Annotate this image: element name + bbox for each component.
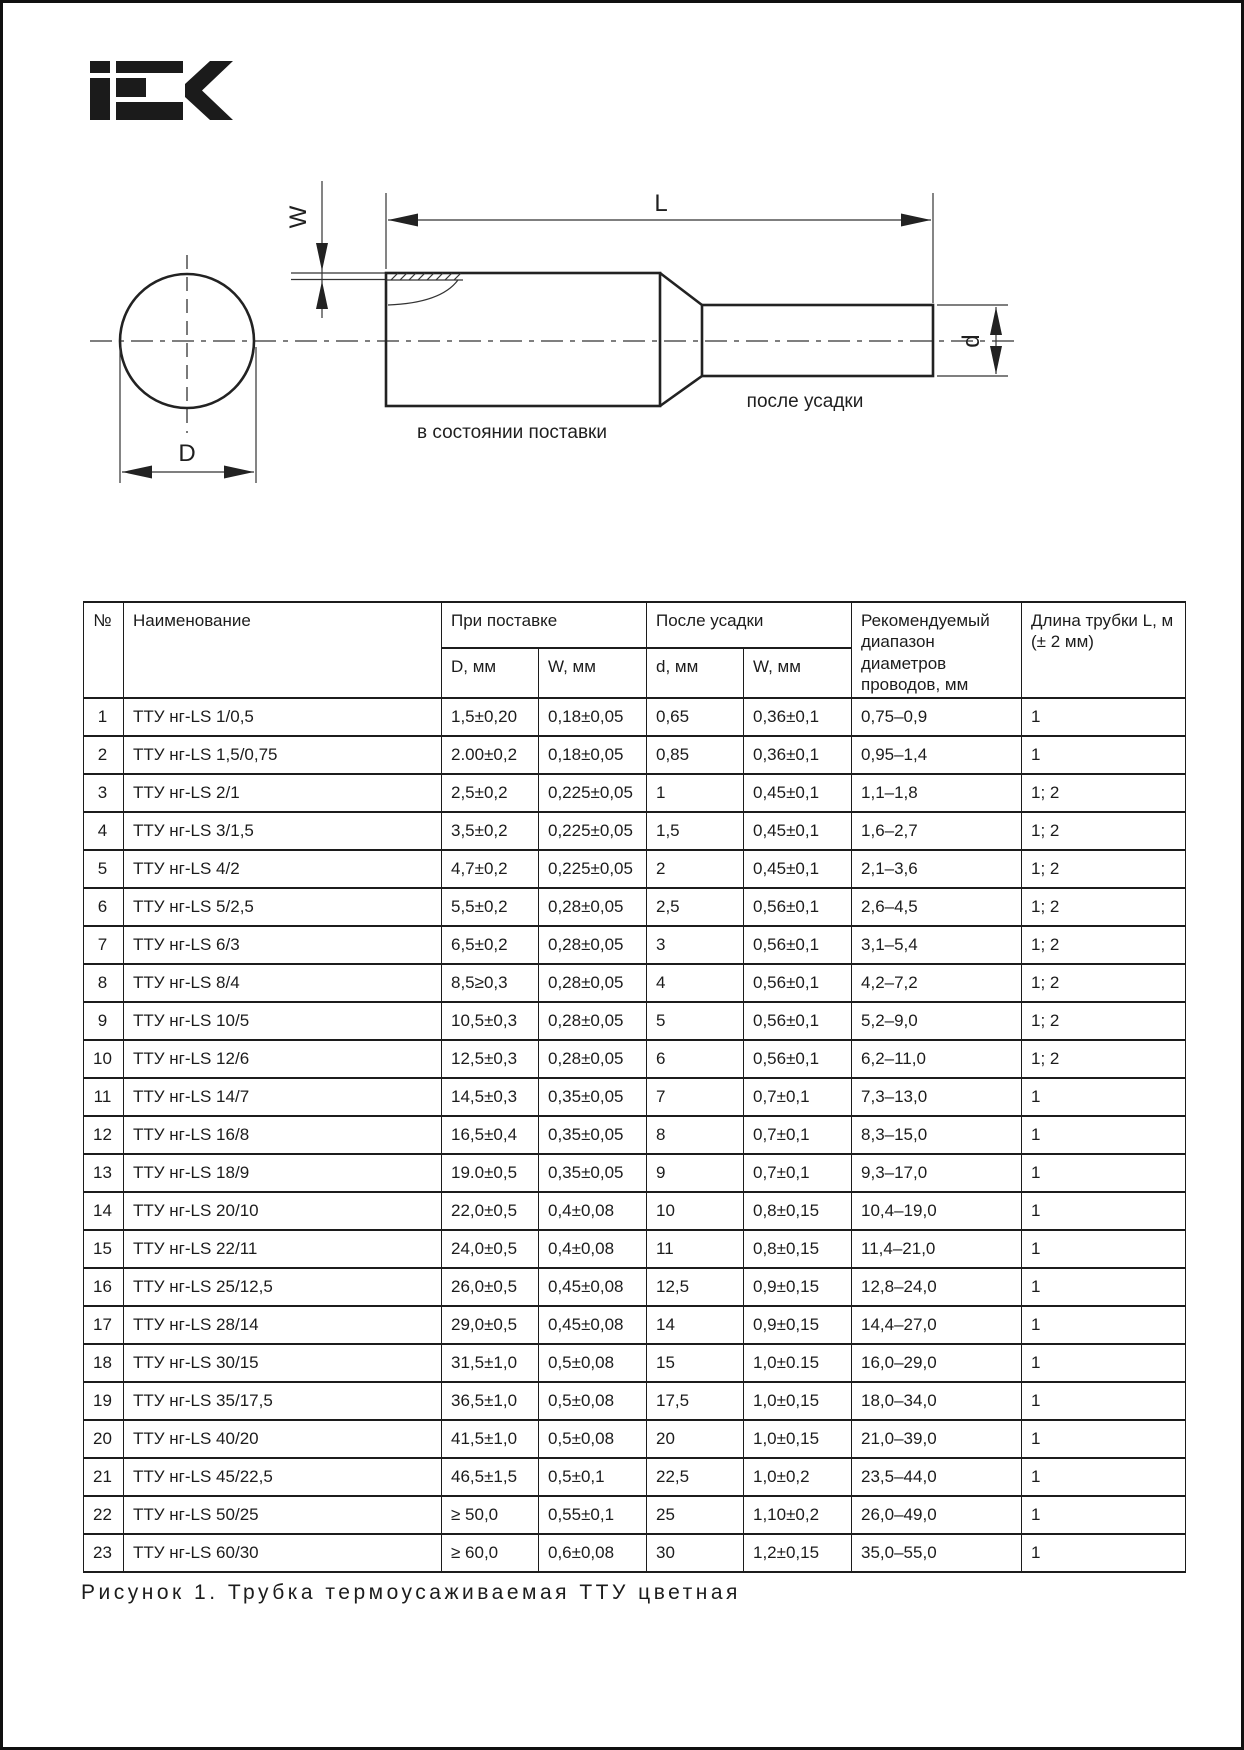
cell-W-supply: 0,5±0,08 (539, 1344, 647, 1382)
cell-length: 1 (1022, 1078, 1186, 1116)
cell-wire-range: 5,2–9,0 (852, 1002, 1022, 1040)
cell-W-shrunk: 0,56±0,1 (744, 964, 852, 1002)
spec-table (83, 601, 1186, 1573)
table-row (84, 1382, 1186, 1420)
table-row (84, 1230, 1186, 1268)
cell-D-supply: 24,0±0,5 (442, 1230, 539, 1268)
cell-W-supply: 0,28±0,05 (539, 1040, 647, 1078)
table-header (84, 602, 1186, 698)
cell-W-supply: 0,4±0,08 (539, 1192, 647, 1230)
cell-d-shrunk: 25 (647, 1496, 744, 1534)
cell-W-supply: 0,45±0,08 (539, 1306, 647, 1344)
cell-name: ТТУ нг-LS 18/9 (124, 1154, 442, 1192)
cell-wire-range: 14,4–27,0 (852, 1306, 1022, 1344)
cell-num: 15 (84, 1230, 124, 1268)
cell-length: 1 (1022, 1496, 1186, 1534)
d-arrow-left (122, 466, 152, 479)
cell-num: 23 (84, 1534, 124, 1572)
cell-num: 7 (84, 926, 124, 964)
cell-name: ТТУ нг-LS 60/30 (124, 1534, 442, 1572)
cell-wire-range: 18,0–34,0 (852, 1382, 1022, 1420)
cell-W-supply: 0,35±0,05 (539, 1154, 647, 1192)
cell-W-shrunk: 0,36±0,1 (744, 736, 852, 774)
cell-length: 1 (1022, 698, 1186, 736)
cell-d-shrunk: 0,85 (647, 736, 744, 774)
cell-num: 8 (84, 964, 124, 1002)
state-supply-label: в состоянии поставки (417, 422, 607, 443)
w-arrow-up (316, 281, 328, 309)
cell-d-shrunk: 2 (647, 850, 744, 888)
cell-length: 1; 2 (1022, 774, 1186, 812)
cell-D-supply: 16,5±0,4 (442, 1116, 539, 1154)
table-row (84, 1116, 1186, 1154)
cell-num: 14 (84, 1192, 124, 1230)
cell-W-shrunk: 1,2±0,15 (744, 1534, 852, 1572)
table-row (84, 1154, 1186, 1192)
cell-W-supply: 0,45±0,08 (539, 1268, 647, 1306)
cell-W-supply: 0,28±0,05 (539, 964, 647, 1002)
cell-d-shrunk: 8 (647, 1116, 744, 1154)
table-row (84, 1344, 1186, 1382)
cell-name: ТТУ нг-LS 20/10 (124, 1192, 442, 1230)
cell-W-shrunk: 0,45±0,1 (744, 774, 852, 812)
cell-d-shrunk: 17,5 (647, 1382, 744, 1420)
cell-D-supply: 10,5±0,3 (442, 1002, 539, 1040)
cell-num: 22 (84, 1496, 124, 1534)
cell-name: ТТУ нг-LS 5/2,5 (124, 888, 442, 926)
cell-D-supply: 2,5±0,2 (442, 774, 539, 812)
cell-num: 18 (84, 1344, 124, 1382)
header-W2-mm: W, мм (744, 648, 852, 698)
cell-length: 1; 2 (1022, 812, 1186, 850)
cell-name: ТТУ нг-LS 50/25 (124, 1496, 442, 1534)
cell-D-supply: 2.00±0,2 (442, 736, 539, 774)
table-row (84, 1078, 1186, 1116)
cell-D-supply: 6,5±0,2 (442, 926, 539, 964)
cell-length: 1; 2 (1022, 850, 1186, 888)
cell-name: ТТУ нг-LS 10/5 (124, 1002, 442, 1040)
cell-d-shrunk: 1,5 (647, 812, 744, 850)
cell-d-shrunk: 5 (647, 1002, 744, 1040)
cell-num: 3 (84, 774, 124, 812)
cell-wire-range: 16,0–29,0 (852, 1344, 1022, 1382)
cell-W-shrunk: 0,56±0,1 (744, 1002, 852, 1040)
cell-wire-range: 12,8–24,0 (852, 1268, 1022, 1306)
header-d-mm: d, мм (647, 648, 744, 698)
cell-d-shrunk: 10 (647, 1192, 744, 1230)
cell-num: 6 (84, 888, 124, 926)
cell-name: ТТУ нг-LS 16/8 (124, 1116, 442, 1154)
cell-W-shrunk: 0,56±0,1 (744, 1040, 852, 1078)
cell-d-shrunk: 0,65 (647, 698, 744, 736)
table-row (84, 1458, 1186, 1496)
tube-drawing (3, 3, 1244, 543)
cell-length: 1 (1022, 1306, 1186, 1344)
cell-length: 1 (1022, 1420, 1186, 1458)
cell-D-supply: 19.0±0,5 (442, 1154, 539, 1192)
cell-wire-range: 23,5–44,0 (852, 1458, 1022, 1496)
cell-W-supply: 0,28±0,05 (539, 888, 647, 926)
cell-num: 2 (84, 736, 124, 774)
cell-wire-range: 11,4–21,0 (852, 1230, 1022, 1268)
cell-W-shrunk: 0,56±0,1 (744, 888, 852, 926)
cell-W-supply: 0,55±0,1 (539, 1496, 647, 1534)
cell-D-supply: 3,5±0,2 (442, 812, 539, 850)
table-row (84, 1040, 1186, 1078)
cell-length: 1; 2 (1022, 926, 1186, 964)
cell-W-supply: 0,225±0,05 (539, 774, 647, 812)
cell-wire-range: 3,1–5,4 (852, 926, 1022, 964)
cell-num: 11 (84, 1078, 124, 1116)
cell-name: ТТУ нг-LS 3/1,5 (124, 812, 442, 850)
cell-D-supply: 22,0±0,5 (442, 1192, 539, 1230)
header-after-shrink: После усадки (647, 602, 852, 648)
cell-wire-range: 0,75–0,9 (852, 698, 1022, 736)
header-at-supply: При поставке (442, 602, 647, 648)
cell-length: 1 (1022, 1382, 1186, 1420)
cell-length: 1 (1022, 1154, 1186, 1192)
cell-W-supply: 0,225±0,05 (539, 850, 647, 888)
cell-W-shrunk: 0,9±0,15 (744, 1306, 852, 1344)
cell-W-shrunk: 0,9±0,15 (744, 1268, 852, 1306)
table-row (84, 964, 1186, 1002)
cell-d-shrunk: 11 (647, 1230, 744, 1268)
cell-name: ТТУ нг-LS 2/1 (124, 774, 442, 812)
cell-D-supply: 5,5±0,2 (442, 888, 539, 926)
cell-num: 19 (84, 1382, 124, 1420)
cell-length: 1 (1022, 1268, 1186, 1306)
cell-d-shrunk: 4 (647, 964, 744, 1002)
cell-D-supply: 36,5±1,0 (442, 1382, 539, 1420)
taper-top (660, 273, 702, 305)
cell-name: ТТУ нг-LS 4/2 (124, 850, 442, 888)
cell-W-supply: 0,28±0,05 (539, 1002, 647, 1040)
cell-W-supply: 0,35±0,05 (539, 1078, 647, 1116)
cell-W-supply: 0,5±0,1 (539, 1458, 647, 1496)
d-arrow-right (224, 466, 254, 479)
cell-D-supply: 29,0±0,5 (442, 1306, 539, 1344)
cell-name: ТТУ нг-LS 30/15 (124, 1344, 442, 1382)
cell-W-supply: 0,18±0,05 (539, 698, 647, 736)
cell-d-shrunk: 2,5 (647, 888, 744, 926)
cell-length: 1 (1022, 1192, 1186, 1230)
cell-wire-range: 2,1–3,6 (852, 850, 1022, 888)
table-row (84, 736, 1186, 774)
cell-D-supply: ≥ 50,0 (442, 1496, 539, 1534)
cell-name: ТТУ нг-LS 45/22,5 (124, 1458, 442, 1496)
header-range: Рекомендуемый диапазон диаметров проводов, мм (852, 602, 1022, 698)
header-num: № (84, 602, 124, 698)
header-length: Длина трубки L, м (± 2 мм) (1022, 602, 1186, 698)
table-row (84, 1192, 1186, 1230)
state-shrunk-label: после усадки (746, 391, 864, 412)
cell-wire-range: 10,4–19,0 (852, 1192, 1022, 1230)
cell-W-supply: 0,5±0,08 (539, 1382, 647, 1420)
table-row (84, 1534, 1186, 1572)
cell-W-shrunk: 1,0±0,15 (744, 1382, 852, 1420)
cell-W-shrunk: 0,36±0,1 (744, 698, 852, 736)
cell-d-shrunk: 15 (647, 1344, 744, 1382)
table-row (84, 850, 1186, 888)
cell-d-shrunk: 30 (647, 1534, 744, 1572)
cell-name: ТТУ нг-LS 12/6 (124, 1040, 442, 1078)
cell-length: 1 (1022, 736, 1186, 774)
cell-wire-range: 4,2–7,2 (852, 964, 1022, 1002)
cell-name: ТТУ нг-LS 35/17,5 (124, 1382, 442, 1420)
table-row (84, 1306, 1186, 1344)
l-label: L (654, 190, 668, 217)
table-row (84, 774, 1186, 812)
cell-num: 4 (84, 812, 124, 850)
w-label: W (285, 205, 312, 229)
table-row (84, 698, 1186, 736)
cell-d-shrunk: 6 (647, 1040, 744, 1078)
cell-W-shrunk: 1,0±0,2 (744, 1458, 852, 1496)
header-W-mm: W, мм (539, 648, 647, 698)
cell-wire-range: 7,3–13,0 (852, 1078, 1022, 1116)
figure-caption: Рисунок 1. Трубка термоусаживаемая ТТУ цветная (81, 1581, 741, 1604)
cell-wire-range: 2,6–4,5 (852, 888, 1022, 926)
header-name: Наименование (124, 602, 442, 698)
cell-d-shrunk: 12,5 (647, 1268, 744, 1306)
cell-num: 17 (84, 1306, 124, 1344)
table-body (84, 698, 1186, 1572)
cell-W-supply: 0,225±0,05 (539, 812, 647, 850)
cell-d-shrunk: 1 (647, 774, 744, 812)
d-inner-arrow-up (990, 307, 1002, 335)
cell-d-shrunk: 14 (647, 1306, 744, 1344)
d-inner-arrow-down (990, 346, 1002, 374)
cell-num: 1 (84, 698, 124, 736)
table-row (84, 1268, 1186, 1306)
cell-D-supply: ≥ 60,0 (442, 1534, 539, 1572)
cell-name: ТТУ нг-LS 8/4 (124, 964, 442, 1002)
cell-num: 10 (84, 1040, 124, 1078)
cell-D-supply: 41,5±1,0 (442, 1420, 539, 1458)
table-row (84, 812, 1186, 850)
cell-num: 9 (84, 1002, 124, 1040)
cell-W-supply: 0,5±0,08 (539, 1420, 647, 1458)
cell-name: ТТУ нг-LS 1/0,5 (124, 698, 442, 736)
cell-wire-range: 0,95–1,4 (852, 736, 1022, 774)
cell-W-shrunk: 0,8±0,15 (744, 1230, 852, 1268)
l-arrow-right (901, 214, 931, 227)
cell-wire-range: 1,6–2,7 (852, 812, 1022, 850)
cell-name: ТТУ нг-LS 25/12,5 (124, 1268, 442, 1306)
cell-wire-range: 6,2–11,0 (852, 1040, 1022, 1078)
cell-D-supply: 8,5≥0,3 (442, 964, 539, 1002)
cell-W-shrunk: 0,45±0,1 (744, 850, 852, 888)
cell-d-shrunk: 20 (647, 1420, 744, 1458)
cell-W-shrunk: 0,7±0,1 (744, 1154, 852, 1192)
cell-num: 13 (84, 1154, 124, 1192)
cell-num: 20 (84, 1420, 124, 1458)
cell-wire-range: 21,0–39,0 (852, 1420, 1022, 1458)
cell-length: 1; 2 (1022, 888, 1186, 926)
table-row (84, 1002, 1186, 1040)
table-row (84, 1420, 1186, 1458)
cell-num: 16 (84, 1268, 124, 1306)
wall-hatch (386, 273, 463, 305)
cell-wire-range: 1,1–1,8 (852, 774, 1022, 812)
cell-wire-range: 8,3–15,0 (852, 1116, 1022, 1154)
cell-wire-range: 35,0–55,0 (852, 1534, 1022, 1572)
cell-d-shrunk: 22,5 (647, 1458, 744, 1496)
cell-W-shrunk: 0,7±0,1 (744, 1116, 852, 1154)
d-outer-label: D (178, 440, 196, 467)
cell-num: 5 (84, 850, 124, 888)
table-row (84, 926, 1186, 964)
cell-length: 1; 2 (1022, 1002, 1186, 1040)
table-row (84, 888, 1186, 926)
cell-W-shrunk: 1,10±0,2 (744, 1496, 852, 1534)
cell-W-shrunk: 0,45±0,1 (744, 812, 852, 850)
cell-name: ТТУ нг-LS 22/11 (124, 1230, 442, 1268)
cell-d-shrunk: 7 (647, 1078, 744, 1116)
cell-W-shrunk: 0,7±0,1 (744, 1078, 852, 1116)
cell-W-shrunk: 0,56±0,1 (744, 926, 852, 964)
cell-length: 1; 2 (1022, 1040, 1186, 1078)
cell-W-shrunk: 0,8±0,15 (744, 1192, 852, 1230)
l-arrow-left (388, 214, 418, 227)
cell-D-supply: 46,5±1,5 (442, 1458, 539, 1496)
cell-D-supply: 12,5±0,3 (442, 1040, 539, 1078)
cell-length: 1 (1022, 1116, 1186, 1154)
cell-D-supply: 1,5±0,20 (442, 698, 539, 736)
taper-bottom (660, 376, 702, 406)
d-inner-label: d (958, 334, 985, 348)
header-D-mm: D, мм (442, 648, 539, 698)
cell-name: ТТУ нг-LS 28/14 (124, 1306, 442, 1344)
cell-D-supply: 31,5±1,0 (442, 1344, 539, 1382)
cell-W-supply: 0,28±0,05 (539, 926, 647, 964)
tube-supplied-body (386, 273, 660, 406)
cell-name: ТТУ нг-LS 14/7 (124, 1078, 442, 1116)
cell-W-supply: 0,18±0,05 (539, 736, 647, 774)
cell-W-supply: 0,6±0,08 (539, 1534, 647, 1572)
cell-num: 21 (84, 1458, 124, 1496)
cell-W-shrunk: 1,0±0.15 (744, 1344, 852, 1382)
cell-name: ТТУ нг-LS 1,5/0,75 (124, 736, 442, 774)
cell-length: 1 (1022, 1458, 1186, 1496)
cell-d-shrunk: 9 (647, 1154, 744, 1192)
cell-wire-range: 26,0–49,0 (852, 1496, 1022, 1534)
cell-length: 1 (1022, 1534, 1186, 1572)
cell-length: 1 (1022, 1230, 1186, 1268)
cell-D-supply: 14,5±0,3 (442, 1078, 539, 1116)
table-row (84, 1496, 1186, 1534)
w-arrow-down (316, 243, 328, 271)
cell-name: ТТУ нг-LS 6/3 (124, 926, 442, 964)
cell-D-supply: 26,0±0,5 (442, 1268, 539, 1306)
cell-length: 1; 2 (1022, 964, 1186, 1002)
cell-D-supply: 4,7±0,2 (442, 850, 539, 888)
cell-length: 1 (1022, 1344, 1186, 1382)
cell-num: 12 (84, 1116, 124, 1154)
cell-name: ТТУ нг-LS 40/20 (124, 1420, 442, 1458)
cell-W-supply: 0,4±0,08 (539, 1230, 647, 1268)
cell-W-supply: 0,35±0,05 (539, 1116, 647, 1154)
cell-d-shrunk: 3 (647, 926, 744, 964)
cell-wire-range: 9,3–17,0 (852, 1154, 1022, 1192)
cell-W-shrunk: 1,0±0,15 (744, 1420, 852, 1458)
